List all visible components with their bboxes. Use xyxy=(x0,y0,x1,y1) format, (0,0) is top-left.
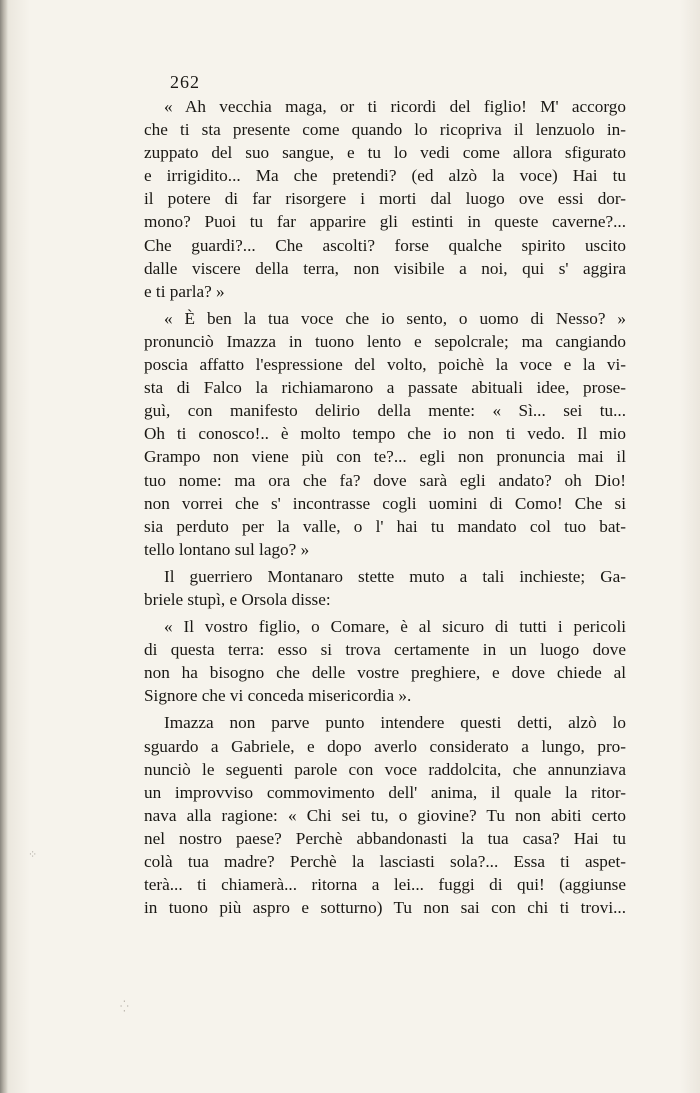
text-line: sia perduto per la valle, o l' hai tu mandato col tuo bat- xyxy=(144,516,626,536)
text-line: non vorrei che s' incontrasse cogli uomini di Como! Che si xyxy=(144,493,626,513)
text-line: il potere di far risorgere i morti dal luogo ove essi dor- xyxy=(144,189,626,209)
text-line: Che guardi?... Che ascolti? forse qualche spirito uscito xyxy=(144,235,626,255)
text-line: « Il vostro figlio, o Comare, è al sicuro di tutti i pericoli xyxy=(164,617,626,637)
text-line: Il guerriero Montanaro stette muto a tali inchieste; Ga- xyxy=(164,566,626,586)
text-line: poscia affatto l'espressione del volto, poichè la voce e la vi- xyxy=(144,355,626,375)
text-line: in tuono più aspro e sotturno) Tu non sai con chi ti trovi... xyxy=(144,898,626,918)
text-line: sta di Falco la richiamarono a passate abituali idee, prose- xyxy=(144,378,626,398)
text-line: briele stupì, e Orsola disse: xyxy=(144,589,331,609)
text-line: sguardo a Gabriele, e dopo averlo considerato a lungo, pro- xyxy=(144,736,626,756)
text-line: dalle viscere della terra, non visibile a noi, qui s' aggira xyxy=(144,258,626,278)
text-line: che ti sta presente come quando lo ricopriva il lenzuolo in- xyxy=(144,120,626,140)
text-line: « Ah vecchia maga, or ti ricordi del figlio! M' accorgo xyxy=(164,97,626,116)
text-line: Signore che vi conceda misericordia ». xyxy=(144,686,412,706)
text-line: tello lontano sul lago? » xyxy=(144,539,310,559)
paper-speck: ⁘ xyxy=(28,849,38,861)
text-line: « È ben la tua voce che io sento, o uomo di Nesso? » xyxy=(164,308,626,328)
text-line: e irrigidito... Ma che pretendi? (ed alzò la voce) Hai tu xyxy=(144,166,626,186)
text-line: terà... ti chiamerà... ritorna a lei... fuggi di qui! (aggiunse xyxy=(144,875,626,895)
text-line: non ha bisogno che delle vostre preghiere, e dove chiede al xyxy=(144,663,626,683)
text-line: nunciò le seguenti parole con voce raddolcita, che annunziava xyxy=(144,759,626,779)
text-line: nava alla ragione: « Chi sei tu, o giovine? Tu non abiti certo xyxy=(144,805,626,825)
text-line: un improvviso commovimento dell' anima, il quale la ritor- xyxy=(144,782,626,802)
text-line: e ti parla? » xyxy=(144,281,225,301)
text-line: zuppato del suo sangue, e tu lo vedi come allora sfigurato xyxy=(144,143,626,163)
text-line: nel nostro paese? Perchè abbandonasti la tua casa? Hai tu xyxy=(144,828,626,848)
page-number: 262 xyxy=(170,72,200,92)
text-line: mono? Puoi tu far apparire gli estinti in queste caverne?... xyxy=(144,212,626,232)
paper-speck: ⁛ xyxy=(120,1001,129,1013)
body-text xyxy=(144,95,626,919)
text-line: pronunciò Imazza in tuono lento e sepolcrale; ma cangiando xyxy=(144,331,626,351)
text-line: di questa terra: esso si trova certamente in un luogo dove xyxy=(144,640,626,660)
text-line: Imazza non parve punto intendere questi detti, alzò lo xyxy=(164,713,626,733)
text-line: Grampo non viene più con te?... egli non pronuncia mai il xyxy=(144,447,626,467)
text-line: guì, con manifesto delirio della mente: « Sì... sei tu... xyxy=(144,401,626,421)
text-line: tuo nome: ma ora che fa? dove sarà egli andato? oh Dio! xyxy=(144,470,626,490)
text-line: Oh ti conosco!.. è molto tempo che io non ti vedo. Il mio xyxy=(144,424,626,444)
text-line: colà tua madre? Perchè la lasciasti sola?... Essa ti aspet- xyxy=(144,852,626,871)
page-binding-edge xyxy=(0,0,8,1093)
